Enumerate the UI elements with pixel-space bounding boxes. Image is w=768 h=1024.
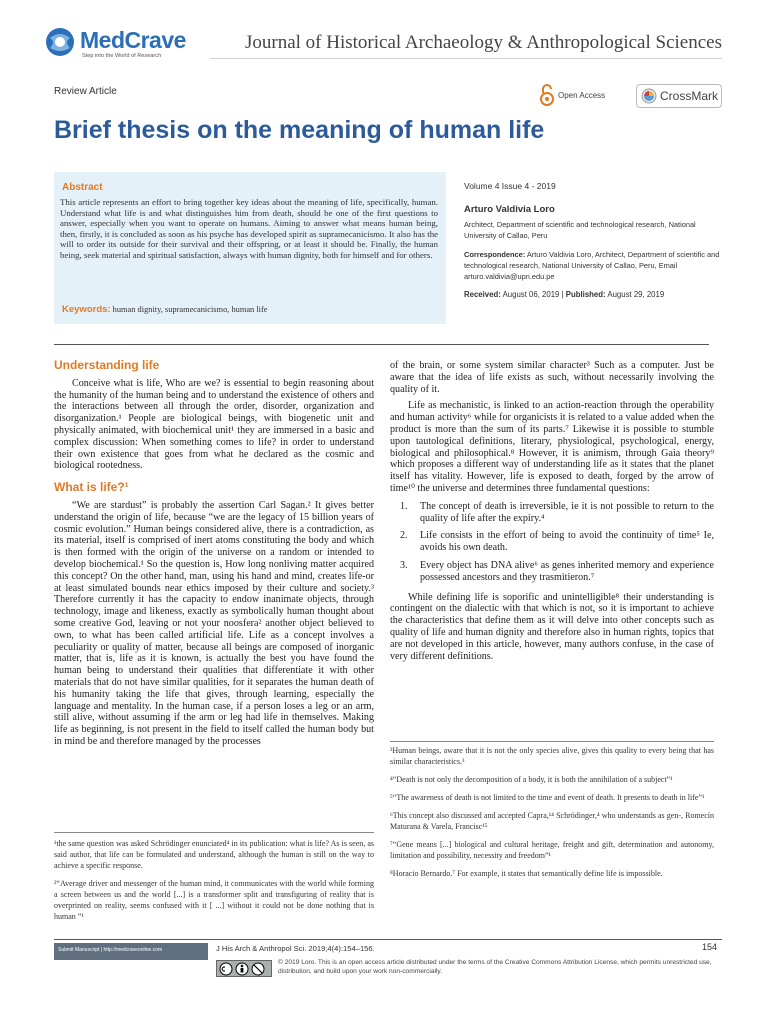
- citation: J His Arch & Anthropol Sci. 2019;4(4):154‒156.: [216, 944, 375, 953]
- footer-divider: [54, 939, 722, 940]
- footnote: ⁵“The awareness of death is not limited to the time and event of death. It presents to death in life”¹: [390, 793, 705, 802]
- abstract-box: [54, 172, 446, 324]
- footnotes-right: [390, 745, 714, 886]
- list-item-number: 1.: [400, 500, 408, 512]
- body-paragraph: Conceive what is life, Who are we? is essential to begin reasoning about the humanity of the human being and to understand the existence of others and the interactions between all through the order, disorder, organization and disorganization.¹ People are biological beings, with biogenetic unit and physically animated, with biochemical unit¹ they are immersed in a basic and complex discussion: When something comes to life? in order to understand their own existence that goes from what he declared as the cosmic and biological rootedness.: [54, 377, 374, 472]
- section-divider: [54, 344, 709, 345]
- body-paragraph: of the brain, or some system similar character³ Such as a computer. Just be aware that the idea of life exists as such, without necessarily involving the quality of it.: [390, 360, 714, 395]
- keywords-value: human dignity, supramecanicismo, human life: [112, 305, 268, 314]
- published-label: Published:: [565, 290, 606, 299]
- author-name[interactable]: Arturo Valdivia Loro: [464, 204, 555, 215]
- abstract-heading: Abstract: [62, 182, 103, 193]
- header-divider: [210, 58, 722, 59]
- creative-commons-badge[interactable]: [216, 960, 272, 977]
- body-column-right: [390, 360, 714, 662]
- received-date: August 06, 2019: [502, 290, 560, 299]
- body-paragraph: “We are stardust” is probably the assertion Carl Sagan.² It gives better understand the origin of life, because “we are the legacy of 15 billion years of cosmic evolution.” Human beings considered alive, there is a contradiction, as its material, itself is comprised of inert atoms constituting the body and which is then formed with the origin of the universe on a random or intended to develop biochemical.¹ So the question is, How long nonliving matter acquired this concept? On the other hand, man, using his hand and mind, creates life-or at least simulated bounds near ethics imposed by their culture and society.³ Therefore currently it has the capacity to endow inanimate objects, through technology, image and likeness, exactly as symbolically human thought about some creative God, leaving or not your noosfera² another object believed to own, to what has been called artificial life. Life as a concept involves a peculiarity or quality of matter, because all beings are composed of inorganic matter, that is, life as it is known, is actually the best you have found the human being to understand their qualities that differentiate it with other materials that do not have similar qualities, for it separates the human death of his humanity taking the life that gives, through learning, especially the language and mentality. In the human case, if a person loses a leg or an arm, still alive, without assuming if the arm or leg had life in themselves. Making life as beginning, is not present in the field to itself called the human body but in mind be and therefore managed by the processes: [54, 499, 374, 747]
- footnotes-left: [54, 838, 374, 929]
- list-item-text: The concept of death is irreversible, ie it is not possible to return to the quality of life after the expiry.⁴: [420, 500, 714, 524]
- brand-name: MedCrave: [80, 27, 186, 53]
- list-item-text: Life consists in the effort of being to avoid the continuity of time⁵ Ie, avoids his own death.: [420, 530, 714, 554]
- by-icon: [235, 962, 249, 976]
- footnote-divider: [54, 832, 374, 833]
- footnote: ⁸Horacio Bernardo.⁷ For example, it states that semantically define life is impossible.: [390, 869, 663, 878]
- crossmark-button[interactable]: [636, 84, 722, 108]
- correspondence-label: Correspondence:: [464, 250, 526, 259]
- list-item-number: 2.: [400, 530, 408, 542]
- submit-manuscript-banner[interactable]: [54, 943, 208, 960]
- volume-issue: Volume 4 Issue 4 - 2019: [464, 181, 556, 191]
- published-date: August 29, 2019: [607, 290, 665, 299]
- journal-name: Journal of Historical Archaeology & Anthropological Sciences: [245, 32, 722, 53]
- medcrave-logo[interactable]: [44, 26, 194, 60]
- footnote-divider: [390, 741, 714, 742]
- body-paragraph: While defining life is soporific and unintelligible⁸ their understanding is contingent on the dialectic with that which is not, so it is important to achieve the characteristics that define them as it will delve into other concepts such as quality of life and human dignity and therefore also in human rights, topics that are not developed in this article, however, many authors confuse, in the case of very different definitions.: [390, 591, 714, 662]
- list-item: [390, 501, 714, 525]
- footnote: ⁷“Gene means [...] biological and cultural heritage, freight and gift, determination and autonomy, limitation and possibility, necessity and freedom”¹: [390, 840, 714, 860]
- footnote: ⁴“Death is not only the decomposition of a body, it is both the annihilation of a subject”¹: [390, 775, 673, 784]
- abstract-text: This article represents an effort to bring together key ideas about the meaning of life, specifically, human. Understand what life is and what distinguishes him from death, should be one of the first questions to answer, especially when you want to operate on humans. Aiming to answer what means human being, then, firstly, it is concluded as soon as his psyche has developed spirit as supramecanicismo. It also has the will to order its outside for their survival and their offspring, or at least it should be. Finally, the human being, seek material and spiritual satisfaction, always with human dignity, both for himself and for others.: [60, 197, 438, 260]
- correspondence: [464, 249, 726, 282]
- medcrave-globe-icon: [44, 26, 76, 58]
- list-item: [390, 530, 714, 554]
- list-item-text: Every object has DNA alive⁶ as genes inherited memory and experience possessed ancestors and they trasmitieron.⁷: [420, 559, 714, 583]
- page-number: 154: [702, 942, 718, 952]
- article-dates: [464, 290, 726, 299]
- article-meta: [464, 181, 726, 299]
- section-heading-what-is-life: What is life?¹: [54, 480, 129, 495]
- body-column-left: [54, 360, 374, 748]
- open-access-badge[interactable]: [540, 84, 605, 106]
- keywords-label: Keywords:: [62, 304, 111, 315]
- submit-manuscript-link[interactable]: Submit Manuscript | http://medcraveonline.com: [58, 947, 163, 953]
- open-access-lock-icon: [540, 84, 554, 106]
- footnote: ²“Average driver and messenger of the human mind, it communicates with the world while forming a screen between us and the world [...] is a transformer split and transfiguring of reality that is overprinted on reality, seems confused with it [ ...] without it could not be done nothing that is human ”¹: [54, 879, 374, 921]
- open-access-label: Open Access: [558, 90, 606, 100]
- correspondence-text: Arturo Valdivia Loro, Architect, Department of scientific and technological research, National University of Callao, Peru, Email arturo.valdivia@upn.edu.pe: [464, 250, 720, 281]
- list-item: [390, 560, 714, 584]
- license-text: © 2019 Loro. This is an open access article distributed under the terms of the Creative Commons Attribution License, which permits unrestricted use, distribution, and build upon your work non-commercially.: [278, 959, 712, 975]
- keywords-line: [62, 304, 440, 315]
- footnote: ⁶This concept also discussed and accepted Capra,¹⁴ Schrödinger,⁴ who understands as gen-, Romecín Maturana & Varela, Francisc¹⁵: [390, 811, 714, 831]
- crossmark-label: CrossMark: [660, 89, 719, 103]
- brand-tagline: Step into the World of Research: [82, 53, 162, 59]
- article-type: Review Article: [54, 86, 117, 97]
- author-affiliation: Architect, Department of scientific and technological research, National University of Callao, Peru: [464, 220, 696, 240]
- list-item-number: 3.: [400, 559, 408, 571]
- questions-list: [390, 501, 714, 584]
- footnote: ¹the same question was asked Schrödinger enunciated⁴ in its publication: what is life? As is seen, as said author, that life can be formulated and understand, although the human is still on the way to achieve a specific response.: [54, 839, 374, 870]
- body-paragraph: Life as mechanistic, is linked to an action-reaction through the operability and human activity⁶ while for organicists it is related to a value added when the product is more than the sum of its parts.⁷ Likewise it is possible to stumble upon tautological definitions, literary, physiological, psychological, energy, biological and philosophical.⁸ However, it is animism, through Gaia theory⁹ which proposes a different way of understanding life as it states that the planet itself has vitality. However, life is exposed to death, forged by the arrow of time¹⁰ the universe and determines three fundamental questions:: [390, 400, 714, 494]
- section-heading-understanding-life: Understanding life: [54, 358, 160, 372]
- footnote: ³Human beings, aware that it is not the only species alive, gives this quality to every being that has similar characteristics.³: [390, 746, 714, 766]
- article-title: Brief thesis on the meaning of human life: [54, 116, 545, 144]
- cc-icon: [219, 962, 233, 976]
- page-header: [0, 0, 768, 80]
- received-label: Received:: [464, 290, 501, 299]
- nc-icon: [251, 962, 265, 976]
- crossmark-icon: [641, 88, 657, 104]
- date-separator: |: [561, 290, 564, 299]
